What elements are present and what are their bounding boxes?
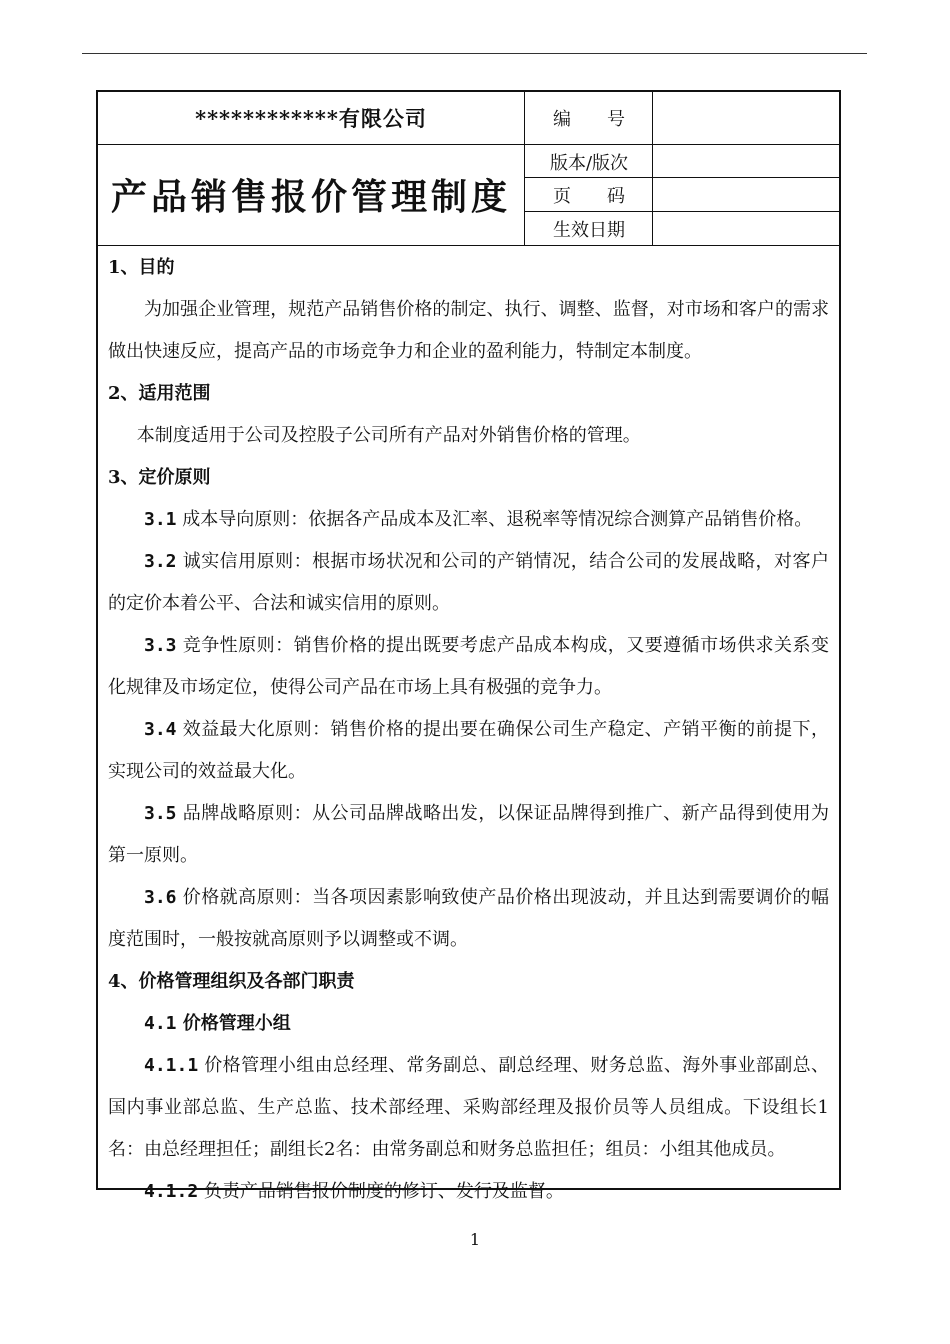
- paragraph-scope: 本制度适用于公司及控股子公司所有产品对外销售价格的管理。: [136, 425, 641, 446]
- list-item: [108, 499, 829, 541]
- item-text: 价格就高原则：当各项因素影响致使产品价格出现波动，并且达到需要调价的幅度范围时，一般按就高原则予以调整或不调。: [108, 887, 829, 950]
- field-value-number: [654, 92, 839, 144]
- list-item: [108, 1171, 829, 1213]
- section-heading-scope: 2、适用范围: [108, 383, 211, 404]
- item-number: 3.1: [144, 509, 177, 530]
- top-rule: [82, 53, 867, 54]
- document-body: [98, 247, 839, 1213]
- field-label-version: 版本/版次: [549, 152, 629, 174]
- item-number: 3.4: [144, 719, 177, 740]
- list-item: [108, 709, 829, 793]
- section-heading-organization: 4、价格管理组织及各部门职责: [108, 971, 355, 992]
- item-text: 竞争性原则：销售价格的提出既要考虑产品成本构成，又要遵循市场供求关系变化规律及市场定位，使得公司产品在市场上具有极强的竞争力。: [108, 635, 829, 698]
- item-text: 负责产品销售报价制度的修订、发行及监督。: [203, 1181, 564, 1202]
- page-number: 1: [469, 1230, 481, 1249]
- field-value-version: [654, 145, 839, 178]
- item-text: 成本导向原则：依据各产品成本及汇率、退税率等情况综合测算产品销售价格。: [182, 509, 813, 530]
- field-label-page: 页 码: [553, 185, 625, 207]
- section-heading-purpose: 1、目的: [108, 257, 175, 278]
- item-text: 效益最大化原则：销售价格的提出要在确保公司生产稳定、产销平衡的前提下，实现公司的效益最大化。: [108, 719, 829, 782]
- section-heading-pricing-principles: 3、定价原则: [108, 467, 211, 488]
- list-item: [108, 541, 829, 625]
- paragraph-purpose: 为加强企业管理，规范产品销售价格的制定、执行、调整、监督，对市场和客户的需求做出快速反应，提高产品的市场竞争力和企业的盈利能力，特制定本制度。: [108, 299, 829, 362]
- header-divider: [652, 92, 653, 245]
- subsection-title: 价格管理小组: [182, 1013, 291, 1034]
- list-item: [108, 877, 829, 961]
- header-divider: [524, 92, 525, 245]
- item-number: 3.6: [144, 887, 177, 908]
- field-value-effective-date: [654, 212, 839, 245]
- list-item: [108, 625, 829, 709]
- field-label-effective-date: 生效日期: [553, 219, 625, 241]
- document-title: 产品销售报价管理制度: [110, 176, 511, 218]
- item-number: 3.5: [144, 803, 177, 824]
- company-name: ************有限公司: [98, 92, 524, 145]
- list-item: [108, 1045, 829, 1171]
- field-label-number: 编 号: [553, 109, 625, 130]
- document-frame: [96, 90, 841, 1202]
- list-item: [108, 793, 829, 877]
- item-number: 4.1.1: [144, 1055, 199, 1076]
- item-number: 3.2: [144, 551, 177, 572]
- subsection-heading-pricing-group: [108, 1003, 829, 1045]
- field-value-page: [654, 178, 839, 211]
- item-text: 品牌战略原则：从公司品牌战略出发，以保证品牌得到推广、新产品得到使用为第一原则。: [108, 803, 829, 866]
- item-text: 价格管理小组由总经理、常务副总、副总经理、财务总监、海外事业部副总、国内事业部总监、生产总监、技术部经理、采购部经理及报价员等人员组成。下设组长1名：由总经理担任；副组长2名：由常务副总和财务总监担任；组员：小组其他成员。: [108, 1055, 829, 1160]
- item-number: 4.1: [144, 1013, 177, 1034]
- item-number: 4.1.2: [144, 1181, 199, 1202]
- item-text: 诚实信用原则：根据市场状况和公司的产销情况，结合公司的发展战略，对客户的定价本着公平、合法和诚实信用的原则。: [108, 551, 829, 614]
- item-number: 3.3: [144, 635, 177, 656]
- header-table: [98, 92, 839, 246]
